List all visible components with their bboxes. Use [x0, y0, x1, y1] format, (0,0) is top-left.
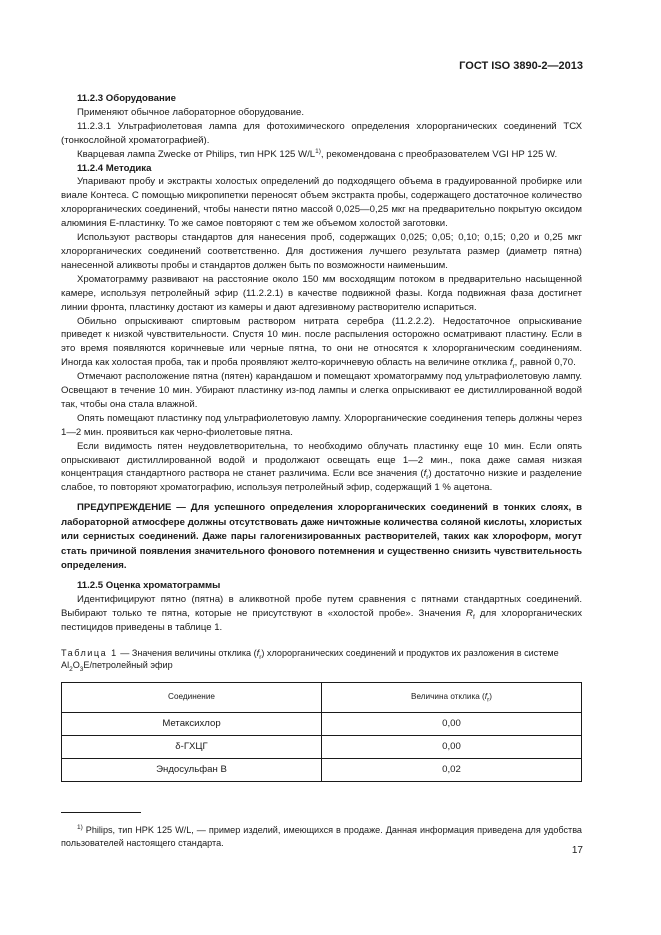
- value-cell: 0,02: [322, 758, 582, 781]
- paragraph: Кварцевая лампа Zwecke от Philips, тип HPK 125 $W/L^{1)}$, рекомендована с преобразователем VGI HP 125 W.: [77, 147, 558, 160]
- standard-code: ГОСТ ISO 3890-2—2013: [459, 60, 583, 72]
- footnote-ref: 1): [315, 147, 321, 155]
- header-response-value: Величина отклика $(f_r)$: [322, 682, 582, 712]
- paragraph: Отмечают расположение пятна (пятен) карандашом и помещают хроматограмму под ультрафиолетовую лампу. Освещают в течение 10 мин. Убирают пластинку из-под лампы и слегка опрыскивают ее дистиллированной водой так, чтобы она стала влажной.: [61, 371, 582, 410]
- warning-text: ПРЕДУПРЕЖДЕНИЕ — Для успешного определения хлорорганических соединений в тонких слоях, в лабораторной атмосфере должны отсутствовать даже ничтожные количества соляной кислоты, хлористых или сернистых соединений. Даже пары галогенизированных растворителей, таких как хлороформ, могут стать причиной появления значительного фонового потемнения и существенно снизить чувствительность определения.: [61, 502, 582, 571]
- paragraph: Применяют обычное лабораторное оборудование.: [77, 106, 305, 118]
- response-values-table: [61, 682, 582, 782]
- paragraph: Упаривают пробу и экстракты холостых определений до подходящего объема в градуированной пробирке или виале Контеса. С помощью микропипетки переносят объем экстракта пробы, содержащего достаточное количество хлорорганических соединений, чтобы нанести пятно массой 0,025—0,25 мкг на предварительно покрытую оксидом алюминия Е-пластинку. То же самое повторяют с тем же объемом холостой заготовки.: [61, 176, 582, 230]
- compound-cell: Эндосульфан В: [62, 758, 322, 781]
- section-heading-11-2-5: 11.2.5 Оценка хроматограммы: [77, 580, 221, 592]
- footnote: $^{1)}$ Philips, тип HPK 125 W/L, — пример изделий, имеющихся в продаже. Данная информация приведена для удобства пользователей настоящего стандарта.: [61, 824, 582, 849]
- section-heading-11-2-3: 11.2.3 Оборудование: [77, 93, 176, 104]
- compound-cell: δ-ГХЦГ: [62, 735, 322, 758]
- paragraph: Используют растворы стандартов для нанесения проб, содержащих 0,025; 0,05; 0,10; 0,15; 0,20 и 0,25 мкг хлорорганических соединений соответственно. Для достижения лучшего результата размер (диаметр пятна) нанесенной аликвоты пробы и стандартов должен быть по возможности наименьшим.: [61, 232, 582, 271]
- header-compound: Соединение: [62, 682, 322, 712]
- page-number: 17: [571, 845, 583, 856]
- table-row: [62, 712, 582, 735]
- table-header-row: [62, 682, 582, 712]
- section-heading-11-2-4: 11.2.4 Методика: [77, 162, 152, 174]
- table-caption: Таблица 1 — Значения величины отклика $(f_r)$ хлорорганических соединений и продуктов их разложения в системе $Al_2O_3Е$/петролейный эфир: [61, 647, 559, 674]
- paragraph: Опять помещают пластинку под ультрафиолетовую лампу. Хлорорганические соединения теперь должны через 1—2 мин. проявиться как черно-фиолетовые пятна.: [61, 412, 582, 438]
- table-row: [62, 758, 582, 781]
- footnote-divider: [61, 812, 141, 813]
- value-cell: 0,00: [322, 712, 582, 735]
- main-content: [61, 92, 582, 782]
- table-row: [62, 735, 582, 758]
- value-cell: 0,00: [322, 735, 582, 758]
- paragraph: Если видимость пятен неудовлетворительна, то необходимо облучать пластинку еще 10 мин. Если опять опрыскивают дистиллированной водой и продолжают освещать еще 1—2 мин., пока даже самая низкая концентрация стандартного раствора не станет различима. Если все значения $(f_r)$ достаточно низкие и разделение слабое, то повторяют хроматографию, используя петролейный эфир, содержащий 1 % ацетона.: [61, 440, 583, 494]
- compound-cell: Метаксихлор: [62, 712, 322, 735]
- paragraph: Обильно опрыскивают спиртовым раствором нитрата серебра (11.2.2.2). Недостаточное опрыскивание приведет к низкой чувствительности. Спустя 10 мин. после распыления осторожно осматривают пластину. Если в это время появляются коричневые или черные пятна, то они не относятся к хлорорганическим соединениям. Иногда как холостая проба, так и проба проявляют желто-коричневую область на величине отклика $f_r$, равной 0,70.: [61, 315, 582, 371]
- paragraph: Идентифицируют пятно (пятна) в аликвотной пробе путем сравнения с пятнами стандартных соединений. Выбирают только те пятна, которые не присутствуют в «холостой пробе». Значения $R_f$ для хлорорганических пестицидов приведены в таблице 1.: [61, 594, 582, 634]
- paragraph: 11.2.3.1 Ультрафиолетовая лампа для фотохимического определения хлорорганических соединений ТСХ (тонкослойной хроматографией).: [61, 120, 582, 146]
- footnote-marker: 1): [77, 824, 83, 832]
- paragraph: Хроматограмму развивают на расстояние около 150 мм восходящим потоком в предварительно насыщенной камере, используя петролейный эфир (11.2.2.1) в качестве подвижной фазы. Когда подвижная фаза достигнет линии фронта, пластинку достают из камеры и дают адгезивному растворителю испариться.: [61, 273, 582, 313]
